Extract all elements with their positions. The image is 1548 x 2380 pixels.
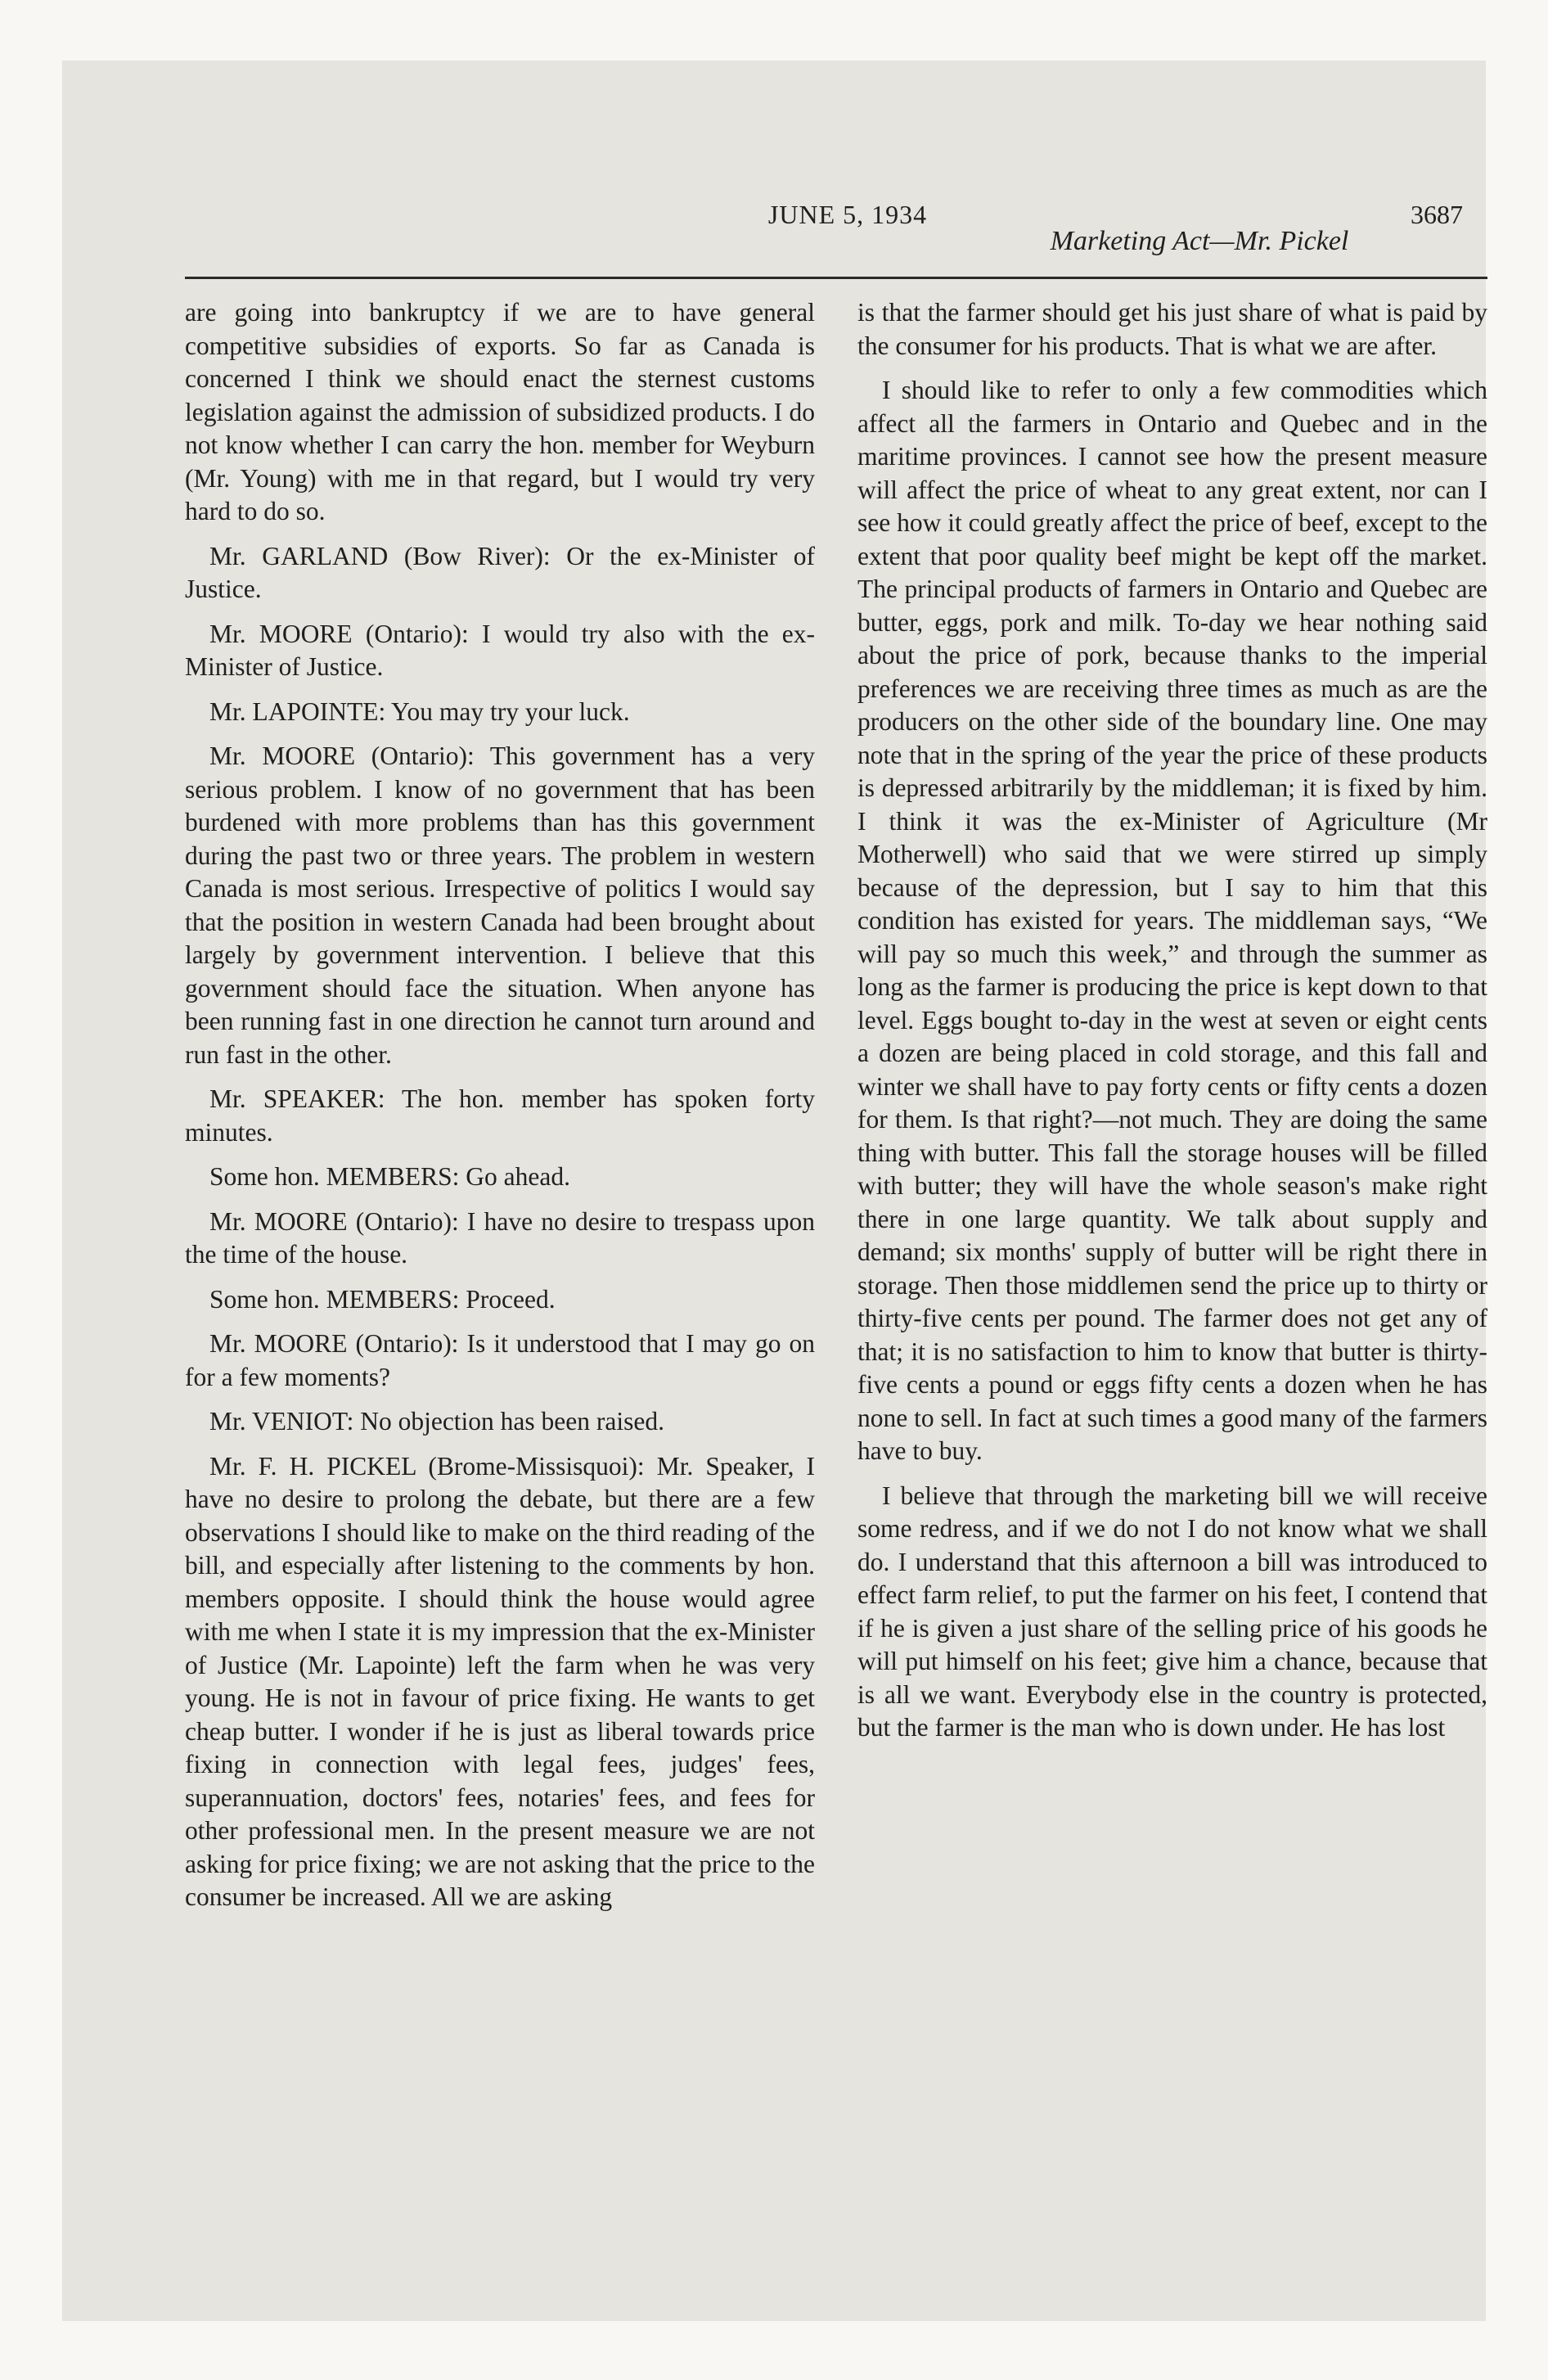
paragraph: I should like to refer to only a few commodities which affect all the farmers in Ontario and Quebec and in the maritime provinces. I cannot see how the present measure will affect the price of wheat to any great extent, nor can I see how it could greatly affect the price of beef, except to the extent that poor quality beef might be kept off the market. The principal products of farmers in Ontario and Quebec are butter, eggs, pork and milk. To-day we hear nothing said about the price of pork, because thanks to the imperial preferences we are receiving three times as much as are the producers on the other side of the boundary line. One may note that in the spring of the year the price of these products is depressed arbitrarily by the middleman; it is fixed by him. I think it was the ex-Minister of Agriculture (Mr Motherwell) who said that we were stirred up simply because of the depression, but I say to him that this condition has existed for years. The middleman says, “We will pay so much this week,” and through the summer as long as the farmer is producing the price is kept down to that level. Eggs bought to-day in the west at seven or eight cents a dozen are being placed in cold storage, and this fall and winter we shall have to pay forty cents or fifty cents a dozen for them. Is that right?—not much. They are doing the same thing with butter. This fall the storage houses will be filled with butter; they will have the whole season's make right there in one large quantity. We talk about supply and demand; six months' supply of butter will be right there in storage. Then those middlemen send the price up to thirty or thirty-five cents per pound. The farmer does not get any of that; it is no satisfaction to him to know that butter is thirty-five cents a pound or eggs fifty cents a dozen when he has none to sell. In fact at such times a good many of the farmers have to buy. (857, 376, 1487, 1465)
paragraph: Mr. SPEAKER: The hon. member has spoken forty minutes. (185, 1084, 815, 1147)
paragraph: Mr. VENIOT: No objection has been raised. (209, 1407, 664, 1436)
paragraph: Some hon. MEMBERS: Go ahead. (209, 1162, 570, 1191)
right-column (857, 296, 1487, 1756)
running-head (185, 183, 1487, 265)
paragraph: Mr. MOORE (Ontario): I have no desire to trespass upon the time of the house. (185, 1206, 815, 1269)
header-date: JUNE 5, 1934 (767, 200, 928, 229)
page-sheet (62, 61, 1486, 2321)
paragraph: Mr. MOORE (Ontario): I would try also with the ex-Minister of Justice. (185, 619, 815, 681)
paragraph: Mr. GARLAND (Bow River): Or the ex-Minister of Justice. (185, 541, 815, 603)
paragraph: Mr. MOORE (Ontario): Is it understood that I may go on for a few moments? (185, 1329, 815, 1391)
page-number: 3687 (1411, 200, 1463, 229)
running-title: Marketing Act—Mr. Pickel (1050, 226, 1349, 256)
paragraph: is that the farmer should get his just share of what is paid by the consumer for his products. That is what we are after. (857, 298, 1487, 360)
paragraph: Some hon. MEMBERS: Proceed. (209, 1284, 556, 1314)
paragraph: Mr. F. H. PICKEL (Brome-Missisquoi): Mr. Speaker, I have no desire to prolong the debate, but there are a few observations I should like to make on the third reading of the bill, and especially after listening to the comments by hon. members opposite. I should think the house would agree with me when I state it is my impression that the ex-Minister of Justice (Mr. Lapointe) left the farm when he was very young. He is not in favour of price fixing. He wants to get cheap butter. I wonder if he is just as liberal towards price fixing in connection with legal fees, judges' fees, superannuation, doctors' fees, notaries' fees, and fees for other professional men. In the present measure we are not asking for price fixing; we are not asking that the price to the consumer be increased. All we are asking (185, 1451, 815, 1911)
page-content (185, 183, 1487, 2213)
paragraph: are going into bankruptcy if we are to have general competitive subsidies of exports. So far as Canada is concerned I think we should enact the sternest customs legislation against the admission of subsidized products. I do not know whether I can carry the hon. member for Weyburn (Mr. Young) with me in that regard, but I would try very hard to do so. (185, 298, 815, 525)
paragraph: Mr. LAPOINTE: You may try your luck. (209, 696, 630, 726)
paragraph: Mr. MOORE (Ontario): This government has a very serious problem. I know of no government that has been burdened with more problems than has this government during the past two or three years. The problem in western Canada is most serious. Irrespective of politics I would say that the position in western Canada had been brought about largely by government intervention. I believe that this government should face the situation. When anyone has been running fast in one direction he cannot turn around and run fast in the other. (185, 741, 815, 1069)
paragraph: I believe that through the marketing bill we will receive some redress, and if we do not I do not know what we shall do. I understand that this afternoon a bill was introduced to effect farm relief, to put the farmer on his feet, I contend that if he is given a just share of the selling price of his goods he will put himself on his feet; give him a chance, because that is all we want. Everybody else in the country is protected, but the farmer is the man who is down under. He has lost (857, 1481, 1487, 1742)
left-column (185, 296, 815, 1926)
header-rule (185, 277, 1487, 279)
